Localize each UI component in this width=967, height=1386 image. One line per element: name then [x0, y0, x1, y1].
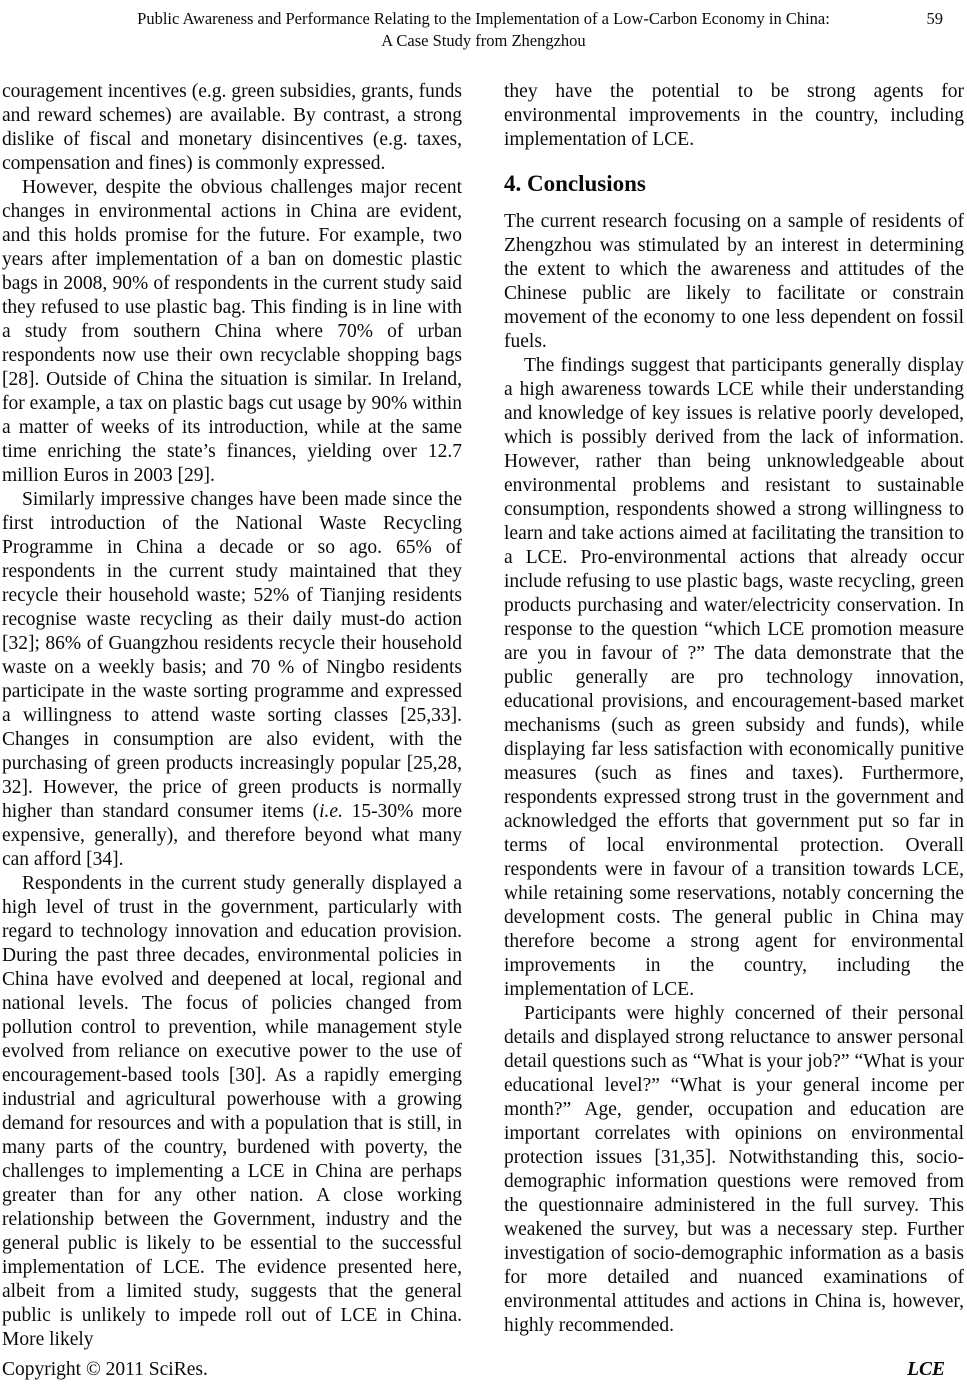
text-run: 15-30% more expensive, generally), and therefore beyond what many can afford [34]. — [2, 801, 463, 870]
text-run: Participants were highly concerned of their personal details and displayed strong reluctance to answer personal detail questions such as “What is your job?” “What is your educational level?” “What is your general income per month?” Age, gender, occupation and education are important correlates with opinions on environmental protection issues [31,35]. Notwithstanding this, socio-demographic information questions were removed from the questionnaire administered in the full survey. This weakened the survey, but was a necessary step. Further investigation of socio-demographic information as a basis for more detailed and nuanced examinations of environmental attitudes and actions in China is, however, highly recommended. — [504, 1003, 964, 1336]
body-paragraph — [504, 210, 964, 354]
body-paragraph — [2, 872, 462, 1352]
text-run: Respondents in the current study generally displayed a high level of trust in the government, particularly with regard to technology innovation and education provision. During the past three decades, environmental policies in China have evolved and deepened at local, regional and national levels. The focus of policies changed from pollution control to prevention, while management style evolved from reliance on executive power to the use of encouragement-based tools [30]. As a rapidly emerging industrial and agricultural powerhouse with a growing demand for resources and with a population that is still, in many parts of the country, burdened with poverty, the challenges to implementing a LCE in China are perhaps greater than for any other nation. A close working relationship between the Government, industry and the general public is likely to be essential to the successful implementation of LCE. The evidence presented here, albeit from a limited study, suggests that the general public is unlikely to impede roll out of LCE in China. More likely — [2, 873, 462, 1350]
text-run: However, despite the obvious challenges major recent changes in environmental actions in China are evident, and this holds promise for the future. For example, two years after implementation of a ban on domestic plastic bags in 2008, 90% of respondents in the current study said they refused to use plastic bag. This finding is in line with a study from southern China where 70% of urban respondents now use their own recyclable shopping bags [28]. Outside of China the situation is similar. In Ireland, for example, a tax on plastic bags cut usage by 90% within a matter of weeks of its introduction, while at the same time enriching the state’s finances, yielding over 12.7 million Euros in 2003 [29]. — [2, 177, 462, 486]
body-paragraph — [504, 80, 964, 152]
body-paragraph — [2, 176, 462, 488]
two-column-body — [2, 80, 965, 1352]
text-run: couragement incentives (e.g. green subsidies, grants, funds and reward schemes) are available. By contrast, a strong dislike of fiscal and monetary disincentives (e.g. taxes, compensation and fines) is commonly expressed. — [2, 81, 462, 174]
body-paragraph — [504, 1002, 964, 1338]
page-footer — [2, 1358, 965, 1382]
body-paragraph — [2, 488, 462, 872]
text-run: The findings suggest that participants generally display a high awareness towards LCE while their understanding and knowledge of key issues is relative poorly developed, which is possibly derived from the lack of information. However, rather than being unknowledgeable about environmental problems and resistant to sustainable consumption, respondents showed a strong willingness to learn and take actions aimed at facilitating the transition to a LCE. Pro-environmental actions that already occur include refusing to use plastic bags, waste recycling, green products purchasing and water/electricity conservation. In response to the question “which LCE promotion measure are you in favour of ?” The data demonstrate that the public generally are pro technology innovation, educational provisions, and encouragement-based market mechanisms (such as green subsidy and funds), while displaying far less satisfaction with economically punitive measures (such as fines and taxes). Furthermore, respondents expressed strong trust in the government and acknowledged the efforts that government put so far in terms of local environmental protection. Overall respondents were in favour of a transition towards LCE, while retaining some reservations, notably concerning the development costs. The general public in China may therefore become a strong agent for environmental improvements in the country, including the implementation of LCE. — [504, 355, 964, 1000]
text-run: they have the potential to be strong agents for environmental improvements in the country, including implementation of LCE. — [504, 81, 964, 150]
running-title-line1: Public Awareness and Performance Relating to the Implementation of a Low-Carbon Economy in China: — [137, 9, 830, 28]
section-heading: 4. Conclusions — [504, 171, 646, 196]
running-title-line2: A Case Study from Zhengzhou — [381, 31, 586, 50]
running-title — [62, 8, 905, 52]
right-column — [504, 80, 964, 1352]
page-header — [2, 6, 965, 52]
left-column — [2, 80, 462, 1352]
body-paragraph — [504, 354, 964, 1002]
journal-abbreviation: LCE — [907, 1359, 945, 1380]
text-run: The current research focusing on a sample of residents of Zhengzhou was stimulated by an interest in determining the extent to which the awareness and attitudes of the Chinese public are likely to facilitate or constrain movement of the economy to one less dependent on fossil fuels. — [504, 211, 964, 352]
text-run: Similarly impressive changes have been made since the first introduction of the National Waste Recycling Programme in China a decade or so ago. 65% of respondents in the current study maintained that they recycle their household waste; 52% of Tianjing residents recognise waste recycling as their daily must-do action [32]; 86% of Guangzhou residents recycle their household waste on a weekly basis; and 70 % of Ningbo residents participate in the waste sorting programme and expressed a willingness to attend waste sorting classes [25,33]. Changes in consumption are also evident, with the purchasing of green products increasingly popular [25,28, 32]. However, the price of green products is normally higher than standard consumer items ( — [2, 489, 462, 822]
copyright-notice: Copyright © 2011 SciRes. — [2, 1359, 208, 1380]
italic-run: i.e. — [319, 801, 343, 822]
page-number: 59 — [926, 9, 943, 28]
body-paragraph — [2, 80, 462, 176]
